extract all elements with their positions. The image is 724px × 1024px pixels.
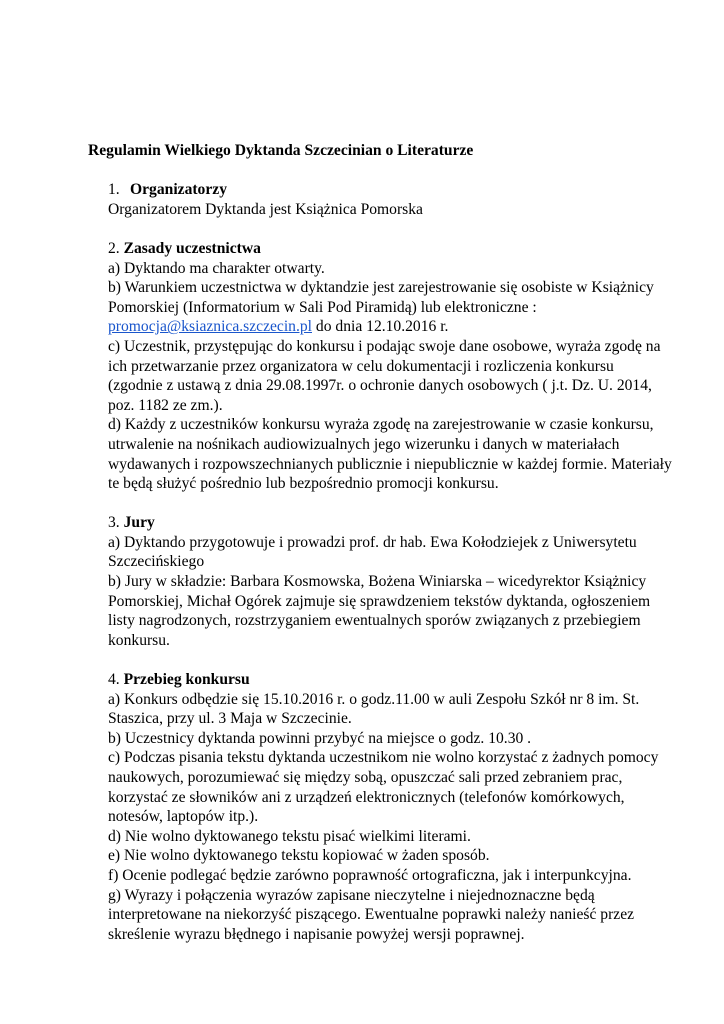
section-4-heading bbox=[108, 670, 648, 690]
paragraph-line: a) Konkurs odbędzie się 15.10.2016 r. o godz.11.00 w auli Zespołu Szkół nr 8 im. St. bbox=[108, 690, 640, 708]
paragraph-line: b) Uczestnicy dyktanda powinni przybyć na miejsce o godz. 10.30 . bbox=[108, 729, 532, 747]
paragraph-line: interpretowane na niekorzyść piszącego. Ewentualne poprawki należy nanieść przez bbox=[108, 906, 635, 924]
paragraph-line: skreślenie wyrazu błędnego i napisanie powyżej wersji poprawnej. bbox=[108, 925, 525, 943]
paragraph-line: e) Nie wolno dyktowanego tekstu kopiować w żaden sposób. bbox=[108, 847, 490, 865]
section-title: Zasady uczestnictwa bbox=[123, 239, 261, 257]
paragraph-line: korzystać ze słowników ani z urządzeń elektronicznych (telefonów komórkowych, bbox=[108, 788, 625, 806]
paragraph-line: c) Podczas pisania tekstu dyktanda uczestnikom nie wolno korzystać z żadnych pomocy bbox=[108, 749, 659, 767]
paragraph-line: naukowych, porozumiewać się między sobą, opuszczać sali przed zebraniem prac, bbox=[108, 769, 623, 786]
paragraph-line: Pomorskiej, Michał Ogórek zajmuje się sprawdzeniem tekstów dyktanda, ogłoszeniem bbox=[108, 592, 651, 610]
paragraph-line: a) Dyktando przygotowuje i prowadzi prof. dr hab. Ewa Kołodziejek z Uniwersytetu bbox=[108, 533, 637, 551]
paragraph-line bbox=[108, 317, 648, 337]
section-3-heading bbox=[108, 513, 648, 533]
paragraph-line: c) Uczestnik, przystępując do konkursu i podając swoje dane osobowe, wyraża zgodę na bbox=[108, 337, 661, 355]
paragraph-line: Staszica, przy ul. 3 Maja w Szczecinie. bbox=[108, 710, 352, 728]
section-title: Organizatorzy bbox=[130, 181, 227, 199]
paragraph-line: notesów, laptopów itp.). bbox=[108, 808, 259, 826]
paragraph-line: wydawanych i rozpowszechnianych publicznie i niepublicznie w każdej formie. Materiały bbox=[108, 455, 672, 473]
paragraph-line: b) Warunkiem uczestnictwa w dyktandzie jest zarejestrowanie się osobiste w Książnicy bbox=[108, 279, 654, 297]
page-title: Regulamin Wielkiego Dyktanda Szczecinian o Literaturze bbox=[88, 142, 474, 159]
paragraph-line: konkursu. bbox=[108, 631, 170, 649]
paragraph-line: te będą służyć pośrednio lub bezpośrednio promocji konkursu. bbox=[108, 475, 499, 493]
section-number: 4. bbox=[108, 671, 120, 689]
email-link[interactable]: promocja@ksiaznica.szczecin.pl bbox=[108, 318, 312, 336]
paragraph-line: listy nagrodzonych, rozstrzyganiem ewentualnych sporów związanych z przebiegiem bbox=[108, 612, 641, 630]
registration-deadline: do dnia 12.10.2016 r. bbox=[315, 318, 449, 336]
paragraph-line: d) Nie wolno dyktowanego tekstu pisać wielkimi literami. bbox=[108, 827, 471, 845]
paragraph-line: poz. 1182 ze zm.). bbox=[108, 396, 223, 414]
paragraph-line: f) Ocenie podlegać będzie zarówno poprawność ortograficzna, jak i interpunkcyjna. bbox=[108, 866, 632, 884]
section-number: 3. bbox=[108, 514, 120, 532]
paragraph-line: (zgodnie z ustawą z dnia 29.08.1997r. o ochronie danych osobowych ( j.t. Dz. U. 2014, bbox=[108, 377, 652, 395]
paragraph-line: a) Dyktando ma charakter otwarty. bbox=[108, 259, 325, 277]
paragraph-line: Organizatorem Dyktanda jest Książnica Pomorska bbox=[108, 200, 423, 218]
section-title: Przebieg konkursu bbox=[123, 671, 250, 689]
section-2-heading bbox=[108, 239, 648, 259]
paragraph-line: Pomorskiej (Informatorium w Sali Pod Piramidą) lub elektroniczne : bbox=[108, 298, 537, 316]
paragraph-line: g) Wyrazy i połączenia wyrazów zapisane nieczytelne i niejednoznaczne będą bbox=[108, 886, 595, 904]
section-number: 1. bbox=[108, 181, 120, 199]
document-body bbox=[88, 141, 672, 944]
paragraph-line: Szczecińskiego bbox=[108, 553, 205, 571]
section-title: Jury bbox=[123, 514, 155, 532]
paragraph-line: utrwalenie na nośnikach audiowizualnych jego wizerunku i danych w materiałach bbox=[108, 435, 620, 453]
paragraph-line: ich przetwarzanie przez organizatora w celu dokumentacji i rozliczenia konkursu bbox=[108, 357, 614, 375]
section-number: 2. bbox=[108, 239, 120, 257]
spacer bbox=[108, 650, 648, 670]
paragraph-line: d) Każdy z uczestników konkursu wyraża zgodę na zarejestrowanie w czasie konkursu, bbox=[108, 416, 654, 434]
paragraph-line: b) Jury w składzie: Barbara Kosmowska, Bożena Winiarska – wicedyrektor Książnicy bbox=[108, 573, 647, 591]
spacer bbox=[108, 219, 648, 239]
section-1-heading bbox=[108, 180, 648, 200]
spacer bbox=[108, 161, 648, 181]
spacer bbox=[108, 494, 648, 514]
